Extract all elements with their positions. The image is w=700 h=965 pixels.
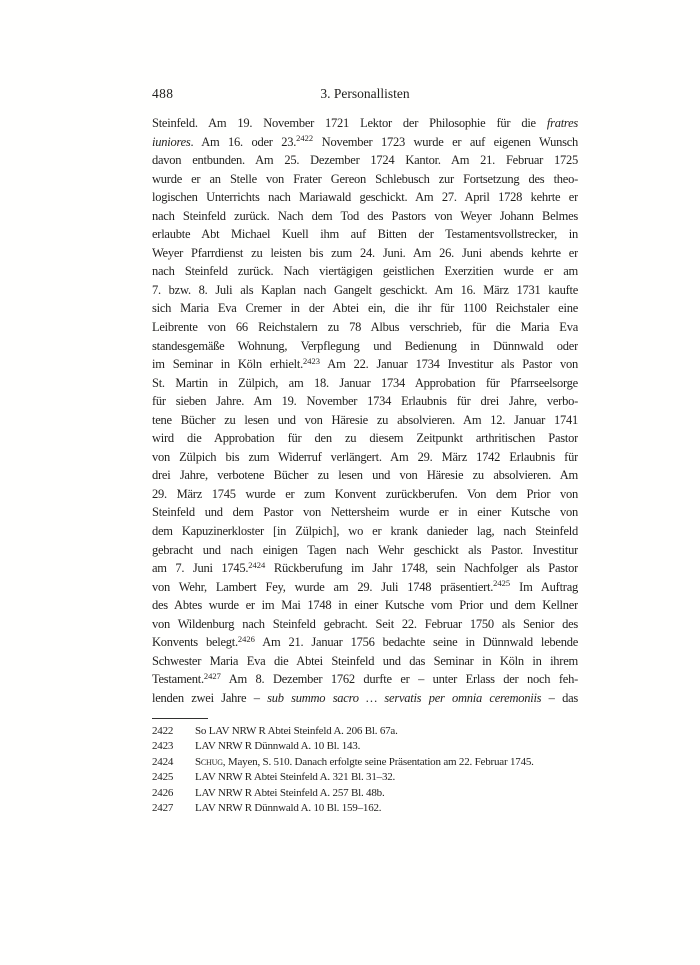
footnote-number: 2422 bbox=[152, 725, 174, 737]
body-line bbox=[152, 114, 578, 133]
text-run: wurde er an Stelle von Frater Gereon Schlebusch zur Fortsetzung des theo- bbox=[152, 171, 578, 186]
body-line bbox=[152, 374, 578, 393]
body-line bbox=[152, 429, 578, 448]
text-run: von Wildenburg nach Steinfeld gebracht. Seit 22. Februar 1750 als Senior des bbox=[152, 616, 578, 631]
body-line bbox=[152, 411, 578, 430]
footnote-number: 2426 bbox=[152, 786, 174, 799]
body-line bbox=[152, 670, 578, 689]
footnote-reference: 2427 bbox=[203, 670, 221, 681]
footnote-text bbox=[195, 724, 586, 739]
text-run: drei Jahre, verbotene Bücher zu lesen und von Häresie zu absolvieren. Am bbox=[152, 468, 578, 483]
footnote-reference: 2423 bbox=[302, 355, 320, 366]
footnote-number: 2424 bbox=[152, 755, 174, 768]
body-line bbox=[152, 578, 578, 597]
body-line bbox=[152, 596, 578, 615]
body-line bbox=[152, 503, 578, 522]
text-run: Rückberufung im Jahr 1748, sein Nachfolger als Pastor bbox=[265, 561, 578, 576]
text-run: von Zülpich bis zum Widerruf verlängert. Am 29. März 1742 Erlaubnis für bbox=[152, 449, 578, 464]
body-line bbox=[152, 262, 578, 281]
footnote bbox=[152, 724, 586, 739]
footnote-number: 2427 bbox=[152, 802, 174, 815]
text-run: fratres bbox=[546, 116, 578, 130]
text-run: am 7. Juni 1745. bbox=[152, 561, 249, 576]
text-run: Schug bbox=[195, 755, 223, 768]
text-run: Im Auftrag bbox=[510, 579, 578, 594]
text-run: wird die Approbation für den zu diesem Zeitpunkt arthritischen Pastor bbox=[152, 431, 578, 446]
text-run: iuniores bbox=[152, 134, 191, 149]
text-run: , Mayen, S. 510. Danach erfolgte seine Präsentation am 22. Februar 1745. bbox=[222, 755, 534, 768]
footnote-reference: 2424 bbox=[248, 559, 266, 570]
body-line bbox=[152, 170, 578, 189]
text-run: Am 21. Januar 1756 bedachte seine in Dünnwald lebende bbox=[254, 635, 578, 650]
body-line bbox=[152, 541, 578, 560]
text-run: tene Bücher zu lesen und von Häresie zu absolvieren. Am 12. Januar 1741 bbox=[152, 412, 578, 427]
text-run: nach Steinfeld zurück. Nach viertägigen geistlichen Exerzitien wurde er am bbox=[152, 264, 578, 279]
footnote bbox=[152, 770, 586, 785]
running-title: 3. Personallisten bbox=[320, 86, 410, 101]
footnote-reference: 2422 bbox=[296, 133, 314, 144]
footnote-text bbox=[195, 755, 586, 770]
footnotes bbox=[152, 724, 586, 817]
text-run: sich Maria Eva Cremer in der Abtei ein, die ihr für 1100 Reichstaler eine bbox=[152, 301, 578, 316]
body-line bbox=[152, 337, 578, 356]
text-run: Steinfeld. Am 19. November 1721 Lektor der Philosophie für die bbox=[152, 116, 547, 130]
text-run: nach Steinfeld zurück. Nach dem Tod des Pastors von Weyer Johann Belmes bbox=[152, 208, 578, 223]
footnote bbox=[152, 801, 586, 816]
text-run: dem Kapuzinerkloster [in Zülpich], wo er krank danieder lag, nach Steinfeld bbox=[152, 524, 578, 539]
text-run: LAV NRW R Dünnwald A. 10 Bl. 159–162. bbox=[195, 802, 382, 815]
text-run: LAV NRW R Dünnwald A. 10 Bl. 143. bbox=[195, 740, 361, 753]
text-run: Schwester Maria Eva die Abtei Steinfeld und das Seminar in Köln in ihrem bbox=[152, 653, 578, 668]
body-line bbox=[152, 559, 578, 578]
page-header bbox=[152, 85, 578, 102]
body-line bbox=[152, 207, 578, 226]
footnote bbox=[152, 786, 586, 801]
body-line bbox=[152, 485, 578, 504]
body-line bbox=[152, 299, 578, 318]
footnote-text bbox=[195, 739, 586, 754]
text-run: davon entbunden. Am 25. Dezember 1724 Kantor. Am 21. Februar 1725 bbox=[152, 153, 578, 168]
text-run: LAV NRW R Abtei Steinfeld A. 321 Bl. 31–32. bbox=[195, 771, 396, 784]
footnote-reference: 2426 bbox=[237, 633, 255, 644]
text-run: Testament. bbox=[152, 672, 204, 687]
text-run: logischen Unterrichts nach Mariawald geschickt. Am 27. April 1728 kehrte er bbox=[152, 190, 578, 205]
text-run: LAV NRW R Abtei Steinfeld A. 257 Bl. 48b. bbox=[195, 786, 385, 799]
footnote-separator-rule bbox=[152, 718, 208, 719]
body-line bbox=[152, 151, 578, 170]
text-run: . Am 16. oder 23. bbox=[190, 134, 297, 149]
text-run: Weyer Pfarrdienst zu leisten bis zum 24. Juni. Am 26. Juni abends kehrte er bbox=[152, 245, 578, 260]
body-line bbox=[152, 188, 578, 207]
body-text bbox=[152, 114, 578, 708]
text-run: des Abtes wurde er im Mai 1748 in einer Kutsche vom Prior und dem Kellner bbox=[152, 598, 578, 613]
text-run: Konvents belegt. bbox=[152, 635, 238, 650]
body-line bbox=[152, 633, 578, 652]
text-run: gebracht und nach einigen Tagen nach Wehr geschickt als Pastor. Investitur bbox=[152, 542, 578, 557]
body-line bbox=[152, 225, 578, 244]
body-line bbox=[152, 133, 578, 152]
text-run: November 1723 wurde er auf eigenen Wunsch bbox=[313, 134, 578, 149]
body-line bbox=[152, 689, 578, 708]
text-run: Leibrente von 66 Reichstalern zu 78 Albus verschrieb, für die Maria Eva bbox=[152, 320, 578, 335]
footnote-number: 2425 bbox=[152, 771, 174, 784]
body-line bbox=[152, 522, 578, 541]
text-run: standesgemäße Wohnung, Verpflegung und Bedienung in Dünnwald oder bbox=[152, 338, 578, 353]
body-line bbox=[152, 392, 578, 411]
body-line bbox=[152, 448, 578, 467]
body-line bbox=[152, 318, 578, 337]
body-line bbox=[152, 466, 578, 485]
text-run: – das bbox=[541, 690, 578, 705]
body-line bbox=[152, 615, 578, 634]
text-run: im Seminar in Köln erhielt. bbox=[152, 357, 303, 372]
text-run: Am 8. Dezember 1762 durfte er – unter Erlass der noch feh- bbox=[220, 672, 578, 687]
page-number: 488 bbox=[152, 86, 174, 101]
footnote bbox=[152, 755, 586, 770]
text-run: für sieben Jahre. Am 19. November 1734 Erlaubnis für drei Jahre, verbo- bbox=[152, 394, 578, 409]
text-run: 7. bzw. 8. Juli als Kaplan nach Gangelt geschickt. Am 16. März 1731 kaufte bbox=[152, 282, 578, 297]
text-run: So LAV NRW R Abtei Steinfeld A. 206 Bl. 67a. bbox=[195, 725, 398, 737]
text-run: erlaubte Abt Michael Kuell ihm auf Bitten der Testamentsvollstrecker, in bbox=[152, 227, 578, 242]
text-run: von Wehr, Lambert Fey, wurde am 29. Juli 1748 präsentiert. bbox=[152, 579, 494, 594]
body-line bbox=[152, 355, 578, 374]
footnote-text bbox=[195, 801, 586, 816]
text-run: 29. März 1745 wurde er zum Konvent zurückberufen. Von dem Prior von bbox=[152, 486, 578, 501]
text-run: Am 22. Januar 1734 Investitur als Pastor von bbox=[319, 357, 578, 372]
text-run: St. Martin in Zülpich, am 18. Januar 1734 Approbation für Pfarrseelsorge bbox=[152, 375, 578, 390]
footnote-number: 2423 bbox=[152, 740, 174, 753]
text-run: Steinfeld und dem Pastor von Nettersheim wurde er in einer Kutsche von bbox=[152, 505, 578, 520]
body-line bbox=[152, 652, 578, 671]
footnote-reference: 2425 bbox=[493, 578, 511, 589]
body-line bbox=[152, 244, 578, 263]
body-line bbox=[152, 281, 578, 300]
footnote-text bbox=[195, 786, 586, 801]
footnote bbox=[152, 739, 586, 754]
text-run: sub summo sacro … servatis per omnia ceremoniis bbox=[267, 690, 542, 705]
footnote-text bbox=[195, 770, 586, 785]
text-run: lenden zwei Jahre – bbox=[152, 690, 268, 705]
